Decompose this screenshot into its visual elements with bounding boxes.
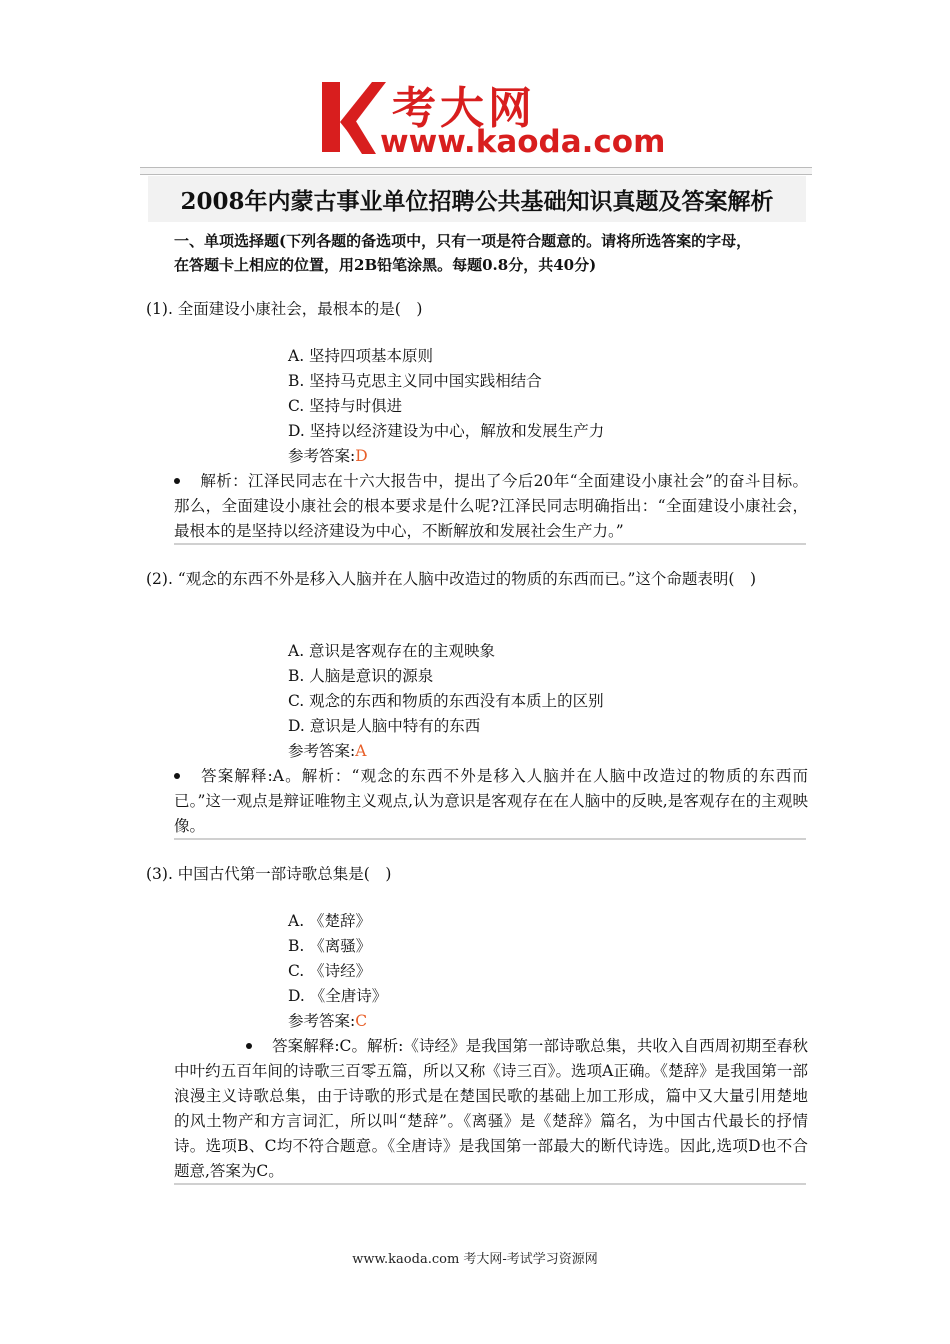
bullet-icon <box>174 773 180 779</box>
question-1-explanation <box>174 469 808 544</box>
question-1-option-d: D. 坚持以经济建设为中心，解放和发展生产力 <box>288 422 605 440</box>
question-2-stem: (2). “观念的东西不外是移入人脑并在人脑中改造过的物质的东西而已。”这个命题表明( ) <box>146 570 757 588</box>
header-divider <box>140 167 812 175</box>
question-2-answer <box>288 739 366 764</box>
question-1-option-a: A. 坚持四项基本原则 <box>288 347 434 365</box>
page-title: 2008年内蒙古事业单位招聘公共基础知识真题及答案解析 <box>180 188 774 215</box>
answer-label: 参考答案: <box>288 742 356 760</box>
answer-label: 参考答案: <box>288 447 356 465</box>
divider <box>174 1183 806 1185</box>
answer-value: D <box>355 447 368 465</box>
question-2-option-d: D. 意识是人脑中特有的东西 <box>288 717 481 735</box>
answer-value: A <box>355 742 367 760</box>
divider <box>174 543 806 545</box>
question-3-option-a: A. 《楚辞》 <box>288 912 372 930</box>
question-3-option-c: C. 《诗经》 <box>288 962 372 980</box>
question-1-answer <box>288 444 368 469</box>
section-heading-line-1: 一、单项选择题(下列各题的备选项中，只有一项是符合题意的。请将所选答案的字母， <box>174 232 752 250</box>
question-3-option-b: B. 《离骚》 <box>288 937 372 955</box>
explanation-text: 答案解释:C。解析:《诗经》是我国第一部诗歌总集，共收入自西周初期至春秋中叶约五百年间的诗歌三百零五篇，所以又称《诗三百》。选项A正确。《楚辞》是我国第一部浪漫主义诗歌总集，由于诗歌的形式是在楚国民歌的基础上加工形成，篇中又大量引用楚地的风土物产和方言词汇，所以叫“楚辞”。《离骚》是《楚辞》篇名，为中国古代最长的抒情诗。选项B、C均不符合题意。《全唐诗》是我国第一部最大的断代诗选。因此,选项D也不合题意,答案为C。 <box>174 1037 808 1180</box>
divider <box>174 838 806 840</box>
bullet-icon <box>246 1043 252 1049</box>
answer-value: C <box>355 1012 368 1030</box>
answer-label: 参考答案: <box>288 1012 356 1030</box>
section-heading-line-2: 在答题卡上相应的位置，用2B铅笔涂黑。每题0.8分，共40分) <box>174 256 597 274</box>
section-heading <box>174 229 814 277</box>
site-logo[interactable] <box>318 78 666 160</box>
explanation-text: 答案解释:A。解析：“观念的东西不外是移入人脑并在人脑中改造过的物质的东西而已。”这一观点是辩证唯物主义观点,认为意识是客观存在在人脑中的反映,是客观存在的主观映像。 <box>174 767 808 835</box>
explanation-text: 解析：江泽民同志在十六大报告中，提出了今后20年“全面建设小康社会”的奋斗目标。那么，全面建设小康社会的根本要求是什么呢?江泽民同志明确指出：“全面建设小康社会，最根本的是坚持以经济建设为中心，不断解放和发展社会生产力。” <box>174 472 808 540</box>
title-banner <box>148 176 806 222</box>
k-logo-icon <box>318 78 386 156</box>
question-1-stem: (1). 全面建设小康社会，最根本的是( ) <box>146 300 423 318</box>
question-1-option-c: C. 坚持与时俱进 <box>288 397 403 415</box>
bullet-icon <box>174 478 180 484</box>
logo-url-text: www.kaoda.com <box>380 124 666 160</box>
question-3-stem: (3). 中国古代第一部诗歌总集是( ) <box>146 865 392 883</box>
question-3-explanation <box>174 1034 808 1184</box>
question-1-option-b: B. 坚持马克思主义同中国实践相结合 <box>288 372 542 390</box>
question-3-answer <box>288 1009 367 1034</box>
question-2-option-c: C. 观念的东西和物质的东西没有本质上的区别 <box>288 692 604 710</box>
question-2-option-b: B. 人脑是意识的源泉 <box>288 667 434 685</box>
question-3-option-d: D. 《全唐诗》 <box>288 987 388 1005</box>
question-2-option-a: A. 意识是客观存在的主观映象 <box>288 642 496 660</box>
question-2-explanation <box>174 764 808 839</box>
logo-brand-text: 考大网 <box>392 83 536 134</box>
page-footer[interactable]: www.kaoda.com 考大网-考试学习资源网 <box>352 1252 598 1267</box>
